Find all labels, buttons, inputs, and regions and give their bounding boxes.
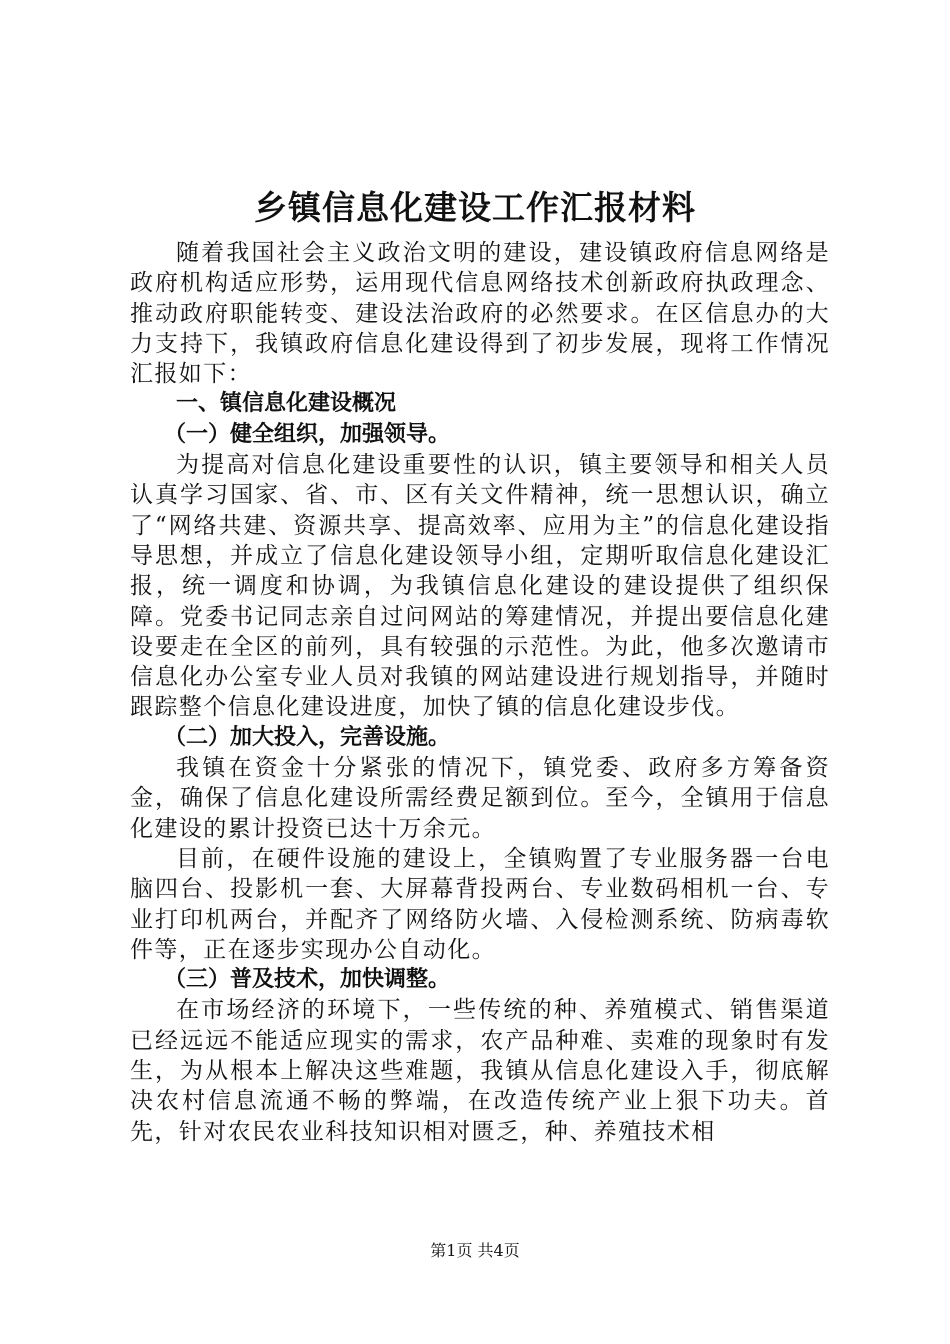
subsection-3-paragraph: 在市场经济的环境下，一些传统的种、养殖模式、销售渠道已经远远不能适应现实的需求，农产品种难、卖难的现象时有发生，为从根本上解决这些难题，我镇从信息化建设入手，彻底解决农村信息流通不畅的弊端，在改造传统产业上狠下功夫。首先，针对农民农业科技知识相对匮乏，种、养殖技术相	[130, 997, 830, 1145]
intro-paragraph: 随着我国社会主义政治文明的建设，建设镇政府信息网络是政府机构适应形势，运用现代信息网络技术创新政府执政理念、推动政府职能转变、建设法治政府的必然要求。在区信息办的大力支持下，我镇政府信息化建设得到了初步发展，现将工作情况汇报如下：	[130, 240, 830, 388]
subsection-2-paragraph-1: 我镇在资金十分紧张的情况下，镇党委、政府多方筹备资金，确保了信息化建设所需经费足额到位。至今，全镇用于信息化建设的累计投资已达十万余元。	[130, 755, 830, 842]
document-title: 乡镇信息化建设工作汇报材料	[254, 188, 696, 227]
subsection-heading-2: （二）加大投入，完善设施。	[164, 724, 451, 750]
subsection-heading-1: （一）健全组织，加强领导。	[164, 421, 451, 447]
document-body	[130, 238, 830, 1147]
subsection-heading-3: （三）普及技术，加快调整。	[164, 967, 451, 993]
subsection-2-paragraph-2: 目前，在硬件设施的建设上，全镇购置了专业服务器一台电脑四台、投影机一套、大屏幕背投两台、专业数码相机一台、专业打印机两台，并配齐了网络防火墙、入侵检测系统、防病毒软件等，正在逐步实现办公自动化。	[130, 845, 830, 963]
section-heading-1: 一、镇信息化建设概况	[176, 391, 397, 417]
page-footer: 第1页 共4页	[430, 1241, 520, 1260]
subsection-1-paragraph: 为提高对信息化建设重要性的认识，镇主要领导和相关人员认真学习国家、省、市、区有关文件精神，统一思想认识，确立了“网络共建、资源共享、提高效率、应用为主”的信息化建设指导思想，并成立了信息化建设领导小组，定期听取信息化建设汇报，统一调度和协调，为我镇信息化建设的建设提供了组织保障。党委书记同志亲自过问网站的筹建情况，并提出要信息化建设要走在全区的前列，具有较强的示范性。为此，他多次邀请市信息化办公室专业人员对我镇的网站建设进行规划指导，并随时跟踪整个信息化建设进度，加快了镇的信息化建设步伐。	[130, 452, 830, 721]
